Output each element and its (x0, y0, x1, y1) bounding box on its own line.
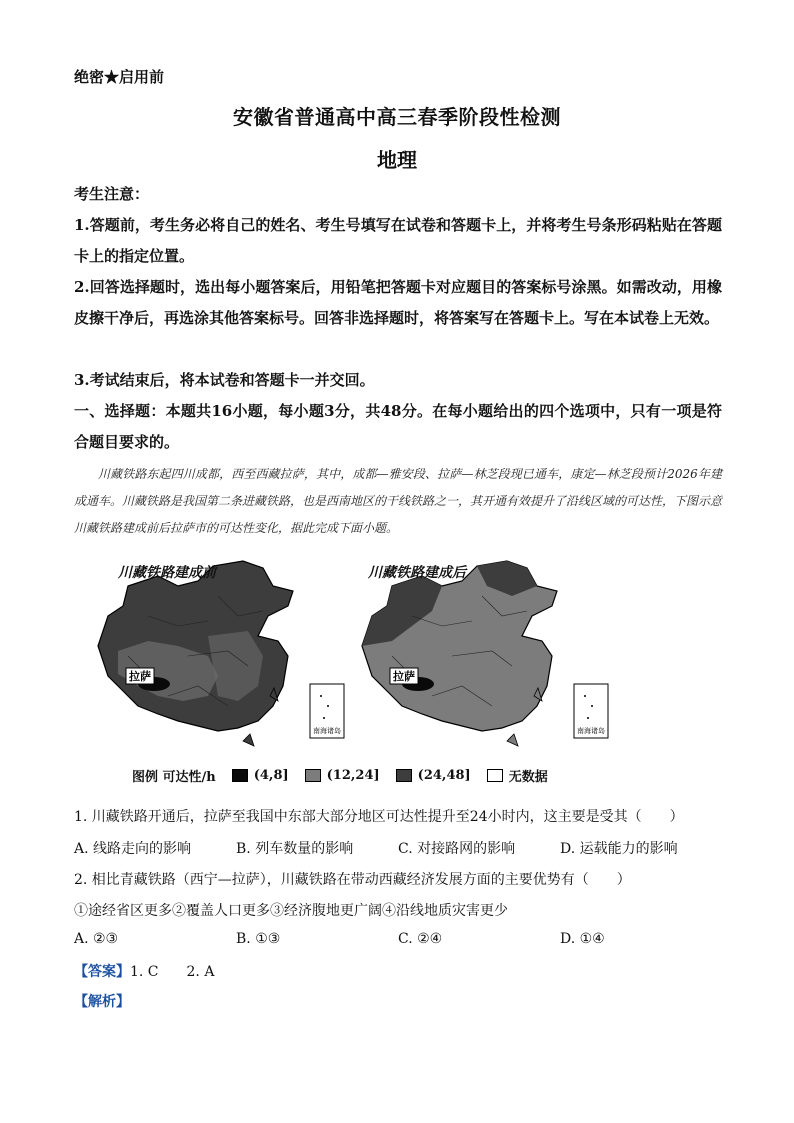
q1-option-c: C. 对接路网的影响 (398, 841, 516, 857)
q1-option-d: D. 运载能力的影响 (560, 841, 678, 857)
inset-label: 南海诸岛 (313, 727, 341, 735)
map-before (88, 556, 348, 756)
answer-tag: 【答案】 (74, 964, 130, 980)
legend-item-4: 无数据 (508, 770, 548, 785)
notice-item-1: 1.答题前，考生务必将自己的姓名、考生号填写在试卷和答题卡上，并将考生号条形码粘贴在答题卡上的指定位置。 (74, 216, 722, 265)
map-legend (132, 766, 548, 785)
q1-option-b: B. 列车数量的影响 (236, 841, 354, 857)
q2-option-b: B. ①③ (236, 931, 281, 947)
question-2-choices: ①途经省区更多②覆盖人口更多③经济腹地更广阔④沿线地质灾害更少 (74, 903, 508, 919)
exam-title: 安徽省普通高中高三春季阶段性检测 (233, 105, 561, 129)
lhasa-label: 拉萨 (129, 670, 151, 683)
legend-swatch-3 (396, 769, 412, 782)
map-after (352, 556, 612, 756)
legend-item-2: (12,24] (326, 768, 380, 783)
map-after-title: 川藏铁路建成后 (368, 565, 466, 581)
map-before-graphic (88, 556, 348, 756)
legend-title: 图例 可达性/h (132, 770, 216, 785)
material-paragraph: 川藏铁路东起四川成都，西至西藏拉萨，其中，成都—雅安段、拉萨—林芝段现已通车，康定—林芝段预计2026年建成通车。川藏铁路是我国第二条进藏铁路，也是西南地区的干线铁路之一，其开通有效提升了沿线区域的可达性，下图示意川藏铁路建成前后拉萨市的可达性变化，据此完成下面小题。 (74, 467, 723, 535)
legend-swatch-2 (305, 769, 321, 782)
question-1-stem: 1. 川藏铁路开通后，拉萨至我国中东部大部分地区可达性提升至24小时内，这主要是受其（ ） (74, 809, 684, 825)
q2-option-c: C. ②④ (398, 931, 443, 947)
legend-item-1: (4,8] (253, 768, 289, 783)
notice-heading: 考生注意： (74, 185, 150, 203)
analysis-tag: 【解析】 (74, 994, 130, 1010)
question-2-stem: 2. 相比青藏铁路（西宁—拉萨），川藏铁路在带动西藏经济发展方面的主要优势有（ ） (74, 872, 631, 888)
answer-text: 1. C 2. A (130, 964, 215, 980)
notice-item-3: 3.考试结束后，将本试卷和答题卡一并交回。 (74, 371, 375, 389)
confidential-label: 绝密★启用前 (74, 68, 165, 86)
q2-option-d: D. ①④ (560, 931, 605, 947)
map-after-graphic (352, 556, 612, 756)
legend-swatch-1 (232, 769, 248, 782)
map-before-title: 川藏铁路建成前 (118, 565, 216, 581)
answer-line (74, 961, 214, 981)
notice-item-2: 2.回答选择题时，选出每小题答案后，用铅笔把答题卡对应题目的答案标号涂黑。如需改动，用橡皮擦干净后，再选涂其他答案标号。回答非选择题时，将答案写在答题卡上。写在本试卷上无效。 (74, 278, 722, 327)
q1-option-a: A. 线路走向的影响 (74, 841, 192, 857)
subject-title: 地理 (377, 148, 417, 172)
section-heading: 一、选择题：本题共16小题，每小题3分，共48分。在每小题给出的四个选项中，只有一项是符合题目要求的。 (74, 402, 722, 451)
q2-option-a: A. ②③ (74, 931, 119, 947)
legend-swatch-4 (487, 769, 503, 782)
lhasa-label: 拉萨 (393, 670, 415, 683)
inset-label: 南海诸岛 (577, 727, 605, 735)
legend-item-3: (24,48] (417, 768, 471, 783)
